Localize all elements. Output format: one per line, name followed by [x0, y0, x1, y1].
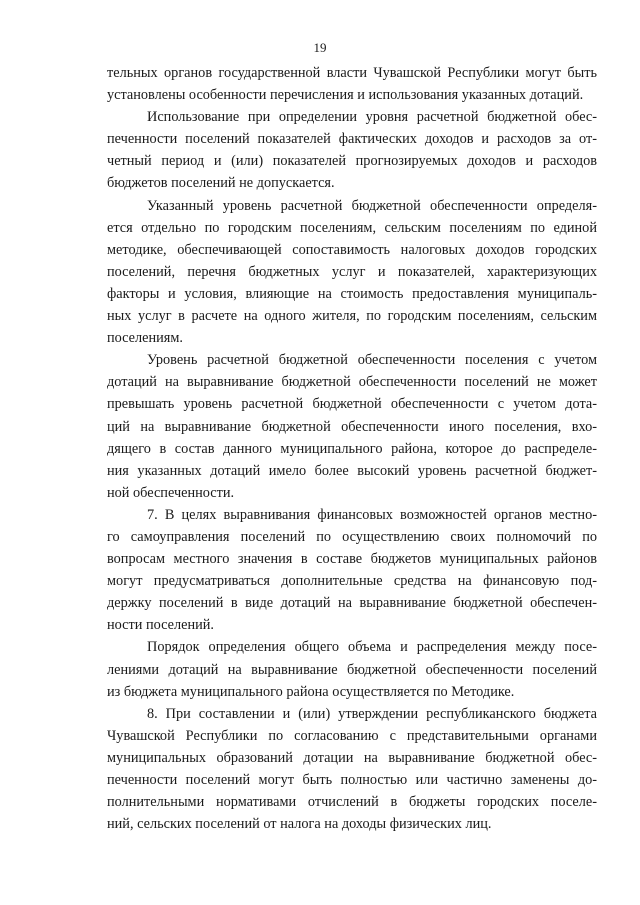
text-line: муниципальных образований дотации на выравнивание бюджетной обес- — [107, 749, 597, 766]
text-line: тельных органов государственной власти Чувашской Республики могут быть — [107, 65, 597, 81]
text-line: ний, сельских поселений от налога на доходы физических лиц. — [107, 816, 492, 833]
text-line: печенности поселений могут быть полностью или частично заменены до- — [107, 772, 597, 788]
text-line: ется отдельно по городским поселениям, сельским поселениям по единой — [107, 219, 597, 236]
text-line: факторы и условия, влияющие на стоимость предоставления муниципаль- — [107, 285, 597, 302]
text-line: ных услуг в расчете на одного жителя, по городским поселениям, сельским — [107, 308, 597, 325]
text-line: Порядок определения общего объема и распределения между посе- — [147, 639, 597, 656]
text-line: держку поселений в виде дотаций на выравнивание бюджетной обеспечен- — [107, 595, 597, 612]
text-line: вопросам местного значения в составе бюджетов муниципальных районов — [107, 551, 597, 568]
text-line: установлены особенности перечисления и использования указанных дотаций. — [107, 87, 584, 104]
text-line: поселениям. — [107, 330, 184, 347]
text-line: печенности поселений показателей фактических доходов и расходов за от- — [107, 131, 597, 148]
text-line: полнительными нормативами отчислений в бюджеты городских поселе- — [107, 794, 597, 811]
text-line: ций на выравнивание бюджетной обеспеченности иного поселения, вхо- — [107, 418, 597, 435]
text-line: ния указанных дотаций имело более высокий уровень расчетной бюджет- — [107, 462, 597, 479]
text-line: дотаций на выравнивание бюджетной обеспеченности поселений не может — [107, 374, 597, 391]
paragraph — [107, 106, 597, 194]
text-line: Уровень расчетной бюджетной обеспеченности поселения с учетом — [147, 352, 597, 369]
text-line: дящего в состав данного муниципального района, которое до распределе- — [107, 440, 597, 457]
text-line: превышать уровень расчетной бюджетной обеспеченности с учетом дота- — [107, 396, 597, 413]
text-line: Использование при определении уровня расчетной бюджетной обес- — [147, 109, 597, 126]
paragraph — [107, 703, 597, 836]
document-body — [107, 62, 597, 835]
paragraph — [107, 195, 597, 350]
paragraph — [107, 636, 597, 702]
text-line: лениями дотаций на выравнивание бюджетной обеспеченности поселений — [107, 661, 597, 678]
text-line: из бюджета муниципального района осуществляется по Методике. — [107, 683, 515, 700]
paragraph — [107, 62, 597, 106]
text-line: четный период и (или) показателей прогнозируемых доходов и расходов — [107, 153, 597, 170]
page-number: 19 — [313, 40, 327, 55]
text-line: го самоуправления поселений по осуществлению своих полномочий по — [107, 528, 597, 545]
text-line: ности поселений. — [107, 617, 215, 634]
paragraph — [107, 504, 597, 637]
text-line: могут предусматриваться дополнительные средства на финансовую под- — [107, 573, 597, 590]
text-line: поселений, перечня бюджетных услуг и показателей, характеризующих — [107, 263, 597, 280]
text-line: Указанный уровень расчетной бюджетной обеспеченности определя- — [147, 197, 597, 214]
text-line: ной обеспеченности. — [107, 484, 235, 501]
text-line: бюджетов поселений не допускается. — [107, 175, 335, 192]
text-line: 7. В целях выравнивания финансовых возможностей органов местно- — [147, 506, 597, 523]
text-line: методике, обеспечивающей сопоставимость налоговых доходов городских — [107, 241, 597, 258]
text-line: Чувашской Республики по согласованию с представительными органами — [107, 727, 597, 744]
text-line: 8. При составлении и (или) утверждении республиканского бюджета — [147, 705, 597, 722]
paragraph — [107, 349, 597, 504]
